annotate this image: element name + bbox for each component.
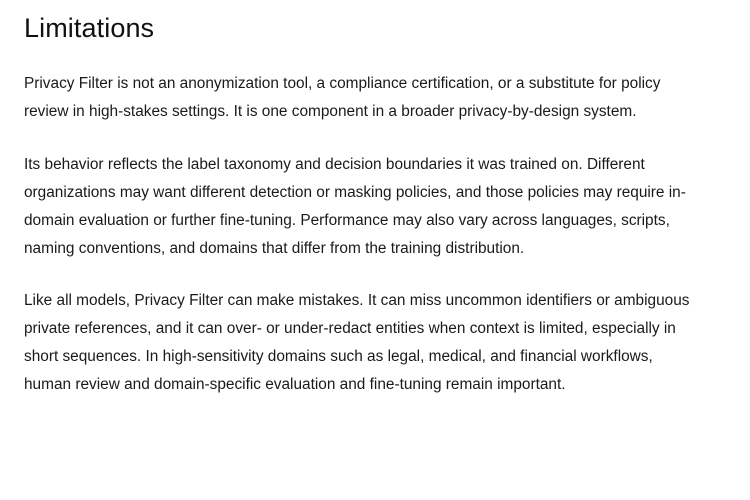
paragraph-scope: Privacy Filter is not an anonymization tool, a compliance certification, or a substitute for policy review in high-stakes settings. It is one component in a broader privacy-by-design system. <box>24 75 661 120</box>
paragraph-behavior: Its behavior reflects the label taxonomy and decision boundaries it was trained on. Different organizations may want different detection or masking policies, and those policies may require in-domain evaluation or further fine-tuning. Performance may also vary across languages, scripts, naming conventions, and domains that differ from the training distribution. <box>24 156 686 257</box>
paragraph-mistakes: Like all models, Privacy Filter can make mistakes. It can miss uncommon identifiers or ambiguous private references, and it can over- or under-redact entities when context is limited, especially in short sequences. In high-sensitivity domains such as legal, medical, and financial workflows, human review and domain-specific evaluation and fine-tuning remain important. <box>24 292 690 393</box>
section-title: Limitations <box>24 13 155 43</box>
